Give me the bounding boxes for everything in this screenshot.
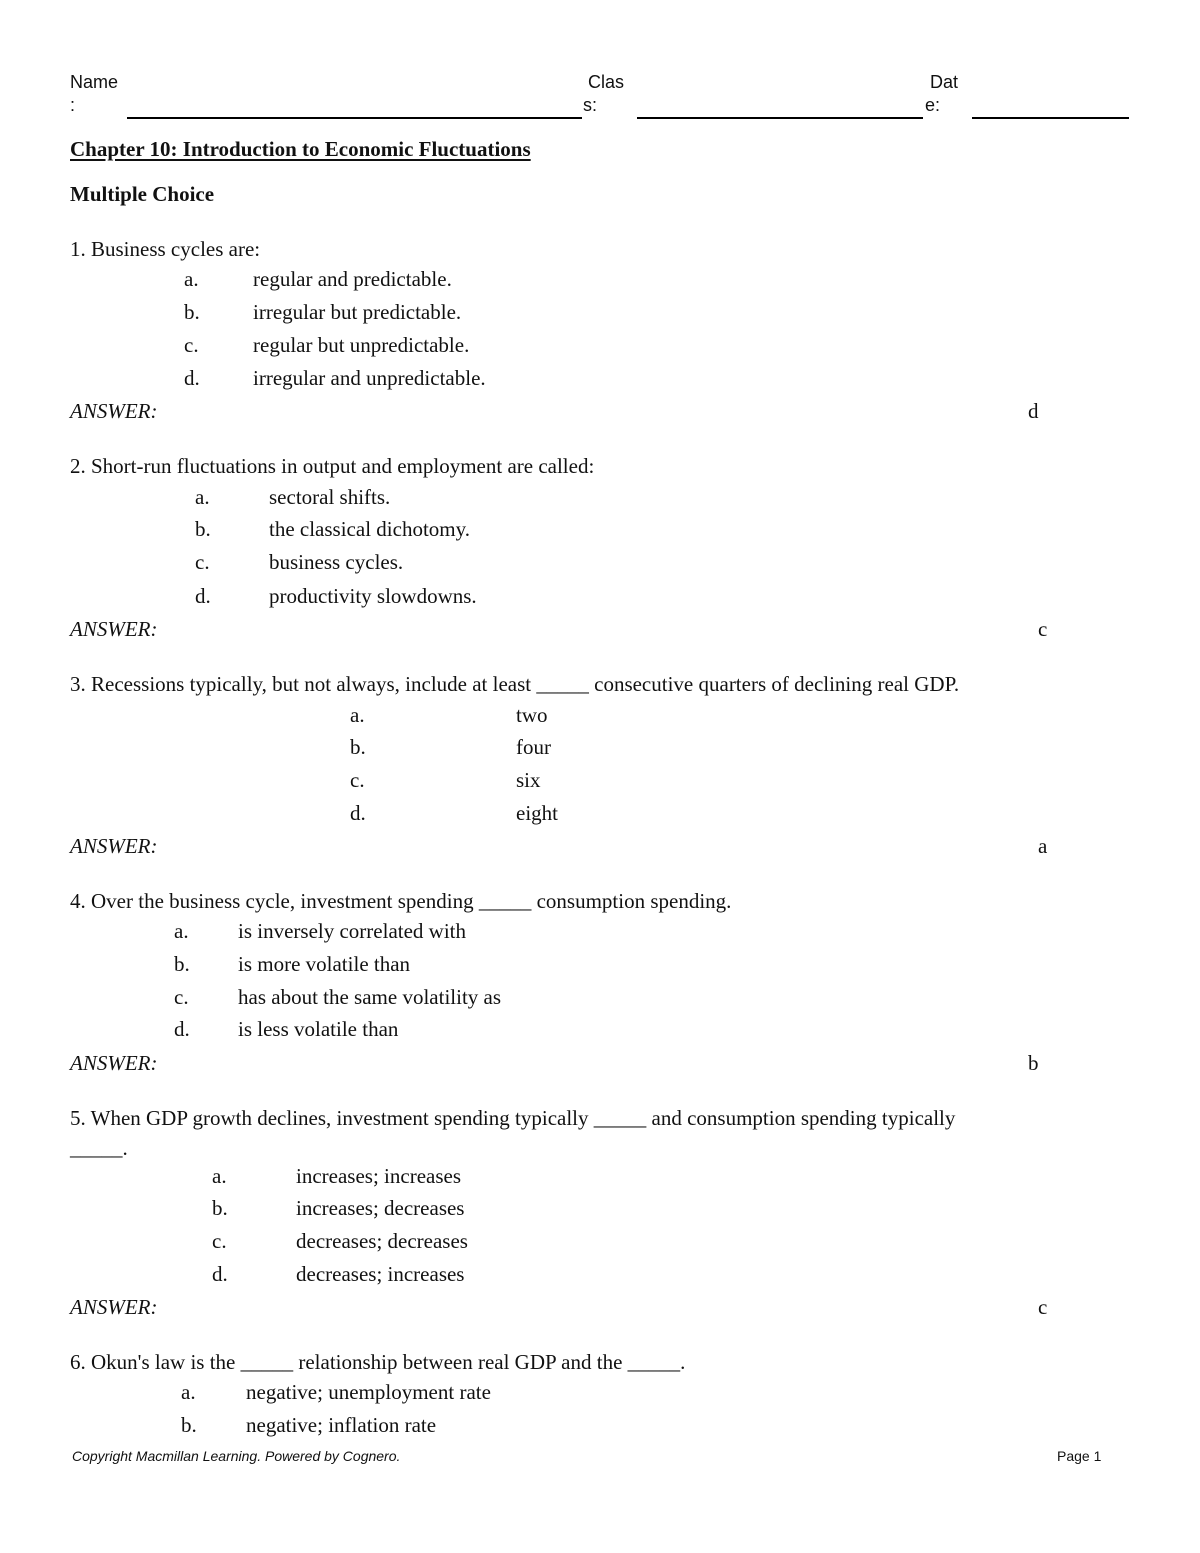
option-letter: a.	[195, 485, 210, 509]
option-text: sectoral shifts.	[269, 485, 391, 509]
name-label-colon: :	[70, 95, 76, 115]
section-heading: Multiple Choice	[70, 182, 215, 206]
option-letter: c.	[174, 985, 189, 1009]
option-text: decreases; decreases	[296, 1229, 468, 1253]
option-letter: c.	[350, 768, 365, 792]
option-letter: a.	[174, 919, 189, 943]
question-text: 2. Short-run fluctuations in output and employment are called:	[70, 454, 595, 478]
option-text: increases; increases	[296, 1164, 461, 1188]
answer-label: ANSWER:	[70, 617, 158, 641]
option-letter: b.	[212, 1196, 228, 1220]
question-text: 1. Business cycles are:	[70, 237, 261, 261]
option-letter: b.	[181, 1413, 197, 1437]
class-field[interactable]	[637, 117, 923, 119]
option-text: business cycles.	[269, 550, 404, 574]
answer-label: ANSWER:	[70, 1051, 158, 1075]
question-text: 5. When GDP growth declines, investment spending typically _____ and consumption spending typically	[70, 1106, 956, 1130]
answer-label: ANSWER:	[70, 834, 158, 858]
class-label: Clas	[588, 72, 625, 92]
option-letter: b.	[184, 300, 200, 324]
option-text: regular and predictable.	[253, 267, 452, 291]
footer-copyright: Copyright Macmillan Learning. Powered by Cognero.	[72, 1448, 401, 1464]
question-text: 6. Okun's law is the _____ relationship between real GDP and the _____.	[70, 1350, 686, 1374]
option-letter: b.	[174, 952, 190, 976]
date-field[interactable]	[972, 117, 1129, 119]
option-text: has about the same volatility as	[238, 985, 502, 1009]
answer-value: b	[1028, 1051, 1039, 1075]
option-text: decreases; increases	[296, 1262, 465, 1286]
answer-value: d	[1028, 399, 1039, 423]
page-title: Chapter 10: Introduction to Economic Fluctuations	[70, 137, 531, 161]
option-letter: a.	[350, 703, 365, 727]
answer-value: a	[1038, 834, 1048, 858]
answer-label: ANSWER:	[70, 1295, 158, 1319]
option-text: is less volatile than	[238, 1017, 399, 1041]
option-letter: d.	[184, 366, 200, 390]
option-letter: d.	[195, 584, 211, 608]
option-text: irregular but predictable.	[253, 300, 462, 324]
class-label-suffix: s:	[583, 95, 598, 115]
date-label-suffix: e:	[925, 95, 941, 115]
option-letter: b.	[350, 735, 366, 759]
option-text: eight	[516, 801, 558, 825]
option-letter: d.	[212, 1262, 228, 1286]
option-letter: c.	[212, 1229, 227, 1253]
question-text: 4. Over the business cycle, investment spending _____ consumption spending.	[70, 889, 732, 913]
name-field[interactable]	[127, 117, 582, 119]
date-label: Dat	[930, 72, 959, 92]
option-text: four	[516, 735, 551, 759]
option-text: six	[516, 768, 541, 792]
option-letter: c.	[195, 550, 210, 574]
option-text: the classical dichotomy.	[269, 517, 470, 541]
answer-value: c	[1038, 1295, 1048, 1319]
option-text: increases; decreases	[296, 1196, 465, 1220]
option-letter: a.	[212, 1164, 227, 1188]
option-letter: a.	[184, 267, 199, 291]
answer-value: c	[1038, 617, 1048, 641]
option-letter: d.	[350, 801, 366, 825]
option-text: negative; unemployment rate	[246, 1380, 491, 1404]
name-label: Name	[70, 72, 119, 92]
option-letter: d.	[174, 1017, 190, 1041]
option-text: two	[516, 703, 548, 727]
option-text: productivity slowdowns.	[269, 584, 477, 608]
option-letter: b.	[195, 517, 211, 541]
option-letter: c.	[184, 333, 199, 357]
question-text-continued: _____.	[70, 1136, 128, 1160]
option-text: negative; inflation rate	[246, 1413, 437, 1437]
footer-page-number: Page 1	[1057, 1448, 1102, 1464]
option-letter: a.	[181, 1380, 196, 1404]
option-text: regular but unpredictable.	[253, 333, 470, 357]
answer-label: ANSWER:	[70, 399, 158, 423]
option-text: irregular and unpredictable.	[253, 366, 486, 390]
option-text: is more volatile than	[238, 952, 411, 976]
question-text: 3. Recessions typically, but not always, include at least _____ consecutive quarters of declining real GDP.	[70, 672, 960, 696]
option-text: is inversely correlated with	[238, 919, 467, 943]
